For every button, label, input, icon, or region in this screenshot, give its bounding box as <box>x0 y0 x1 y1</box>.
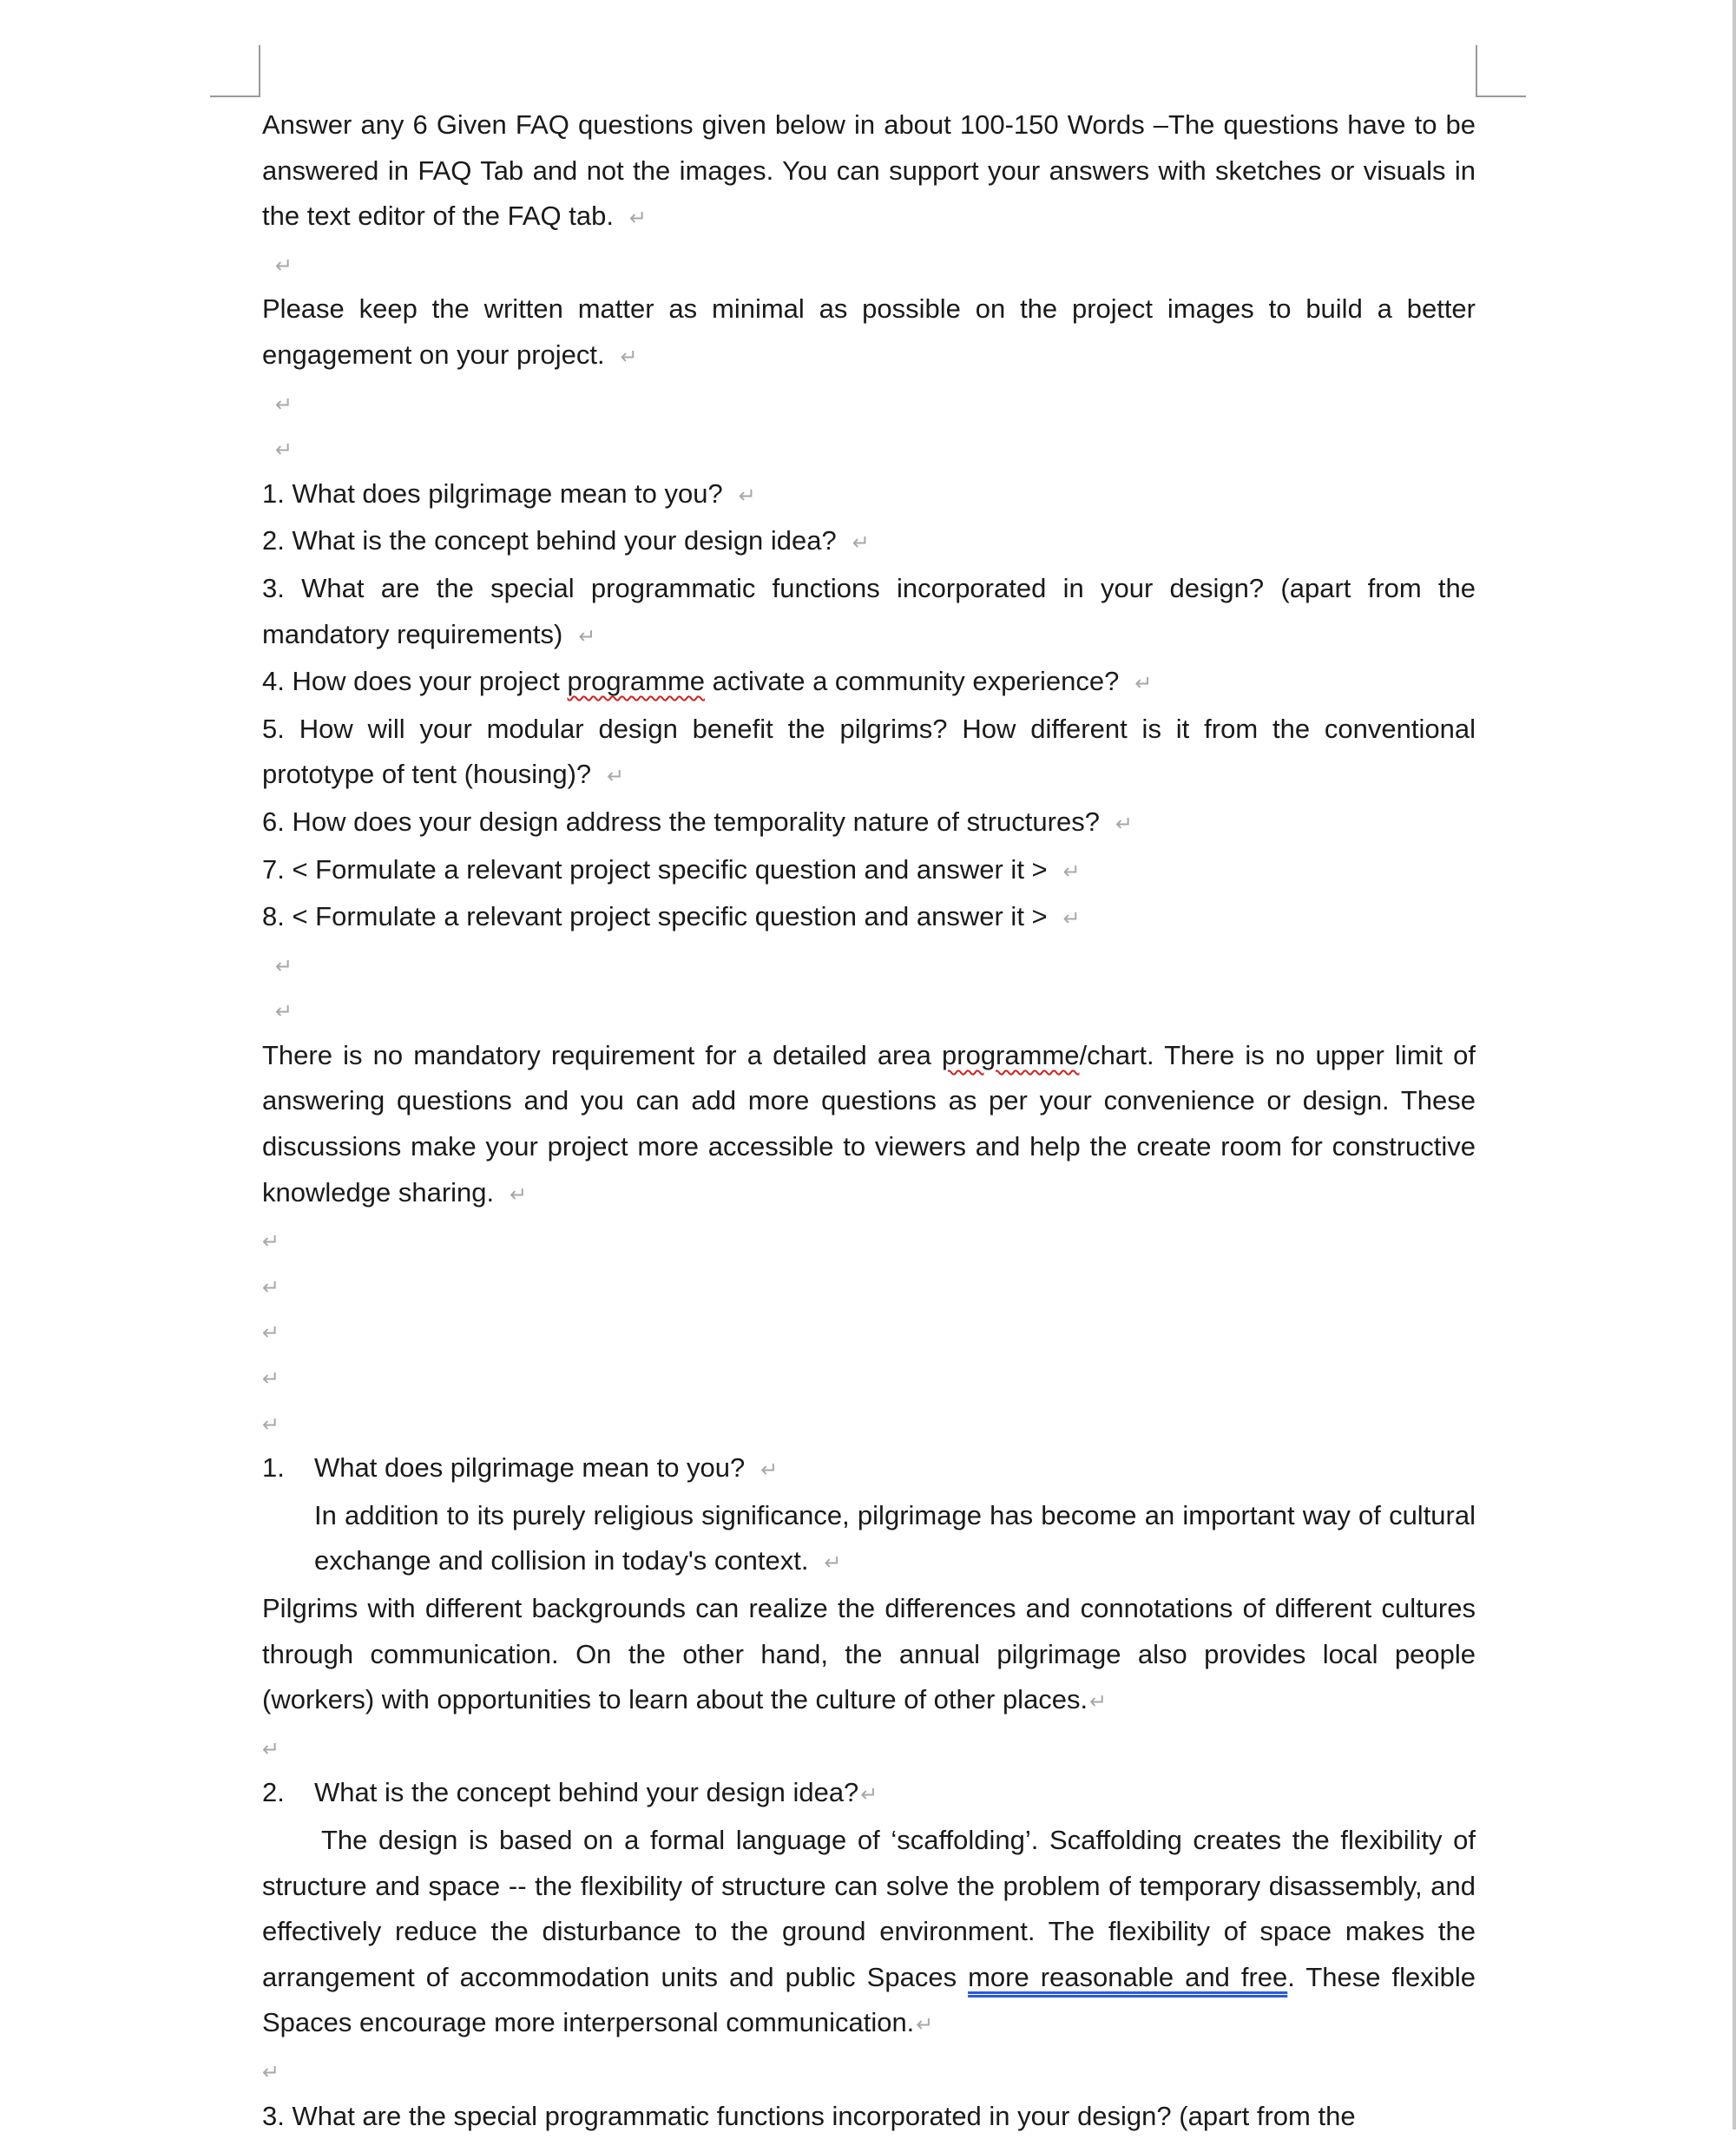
paragraph-mark: ↵ <box>578 623 596 648</box>
answer-3-heading: 3. What are the special programmatic functions incorporated in your design? (apart from the <box>262 2100 1356 2131</box>
answer-1-heading: 1. What does pilgrimage mean to you? ↵ <box>262 1445 1476 1493</box>
grammar-suggestion-underline[interactable]: more reasonable and free <box>968 1961 1288 1992</box>
document-body[interactable] <box>262 102 1476 2139</box>
question-1: 1. What does pilgrimage mean to you? ↵ <box>262 477 756 509</box>
answer-1-body: Pilgrims with different backgrounds can realize the differences and connotations of different cultures through communication. On the other hand, the annual pilgrimage also provides local people (workers) with opportunities to learn about the culture of other places.↵ <box>262 1593 1476 1715</box>
paragraph-mark: ↵ <box>262 1274 280 1300</box>
paragraph-mark: ↵ <box>275 438 293 463</box>
paragraph-mark: ↵ <box>262 1736 280 1761</box>
paragraph-mark: ↵ <box>275 999 293 1024</box>
note-paragraph: Please keep the written matter as minimal as possible on the project images to build a better engagement on your project. ↵ <box>262 293 1476 370</box>
paragraph-mark: ↵ <box>738 483 756 508</box>
paragraph-mark: ↵ <box>607 764 625 789</box>
answer-2-heading: 2. What is the concept behind your design idea?↵ <box>262 1770 1476 1818</box>
list-number: 1. <box>262 1452 285 1484</box>
paragraph-mark: ↵ <box>1134 671 1153 696</box>
paragraph-mark: ↵ <box>262 1366 280 1392</box>
paragraph-mark: ↵ <box>1089 1689 1108 1714</box>
answer-1-intro: In addition to its purely religious significance, pilgrimage has become an important way of cultural exchange and collision in today's context. ↵ <box>314 1499 1476 1576</box>
empty-paragraph <box>262 1354 1476 1400</box>
crop-mark-top-right-horizontal <box>1476 95 1526 97</box>
paragraph-mark: ↵ <box>262 2059 280 2084</box>
paragraph-mark: ↵ <box>1062 859 1081 884</box>
empty-paragraph <box>262 241 1476 287</box>
paragraph-mark: ↵ <box>1115 811 1134 836</box>
empty-paragraph <box>262 1725 1476 1771</box>
paragraph-mark: ↵ <box>275 953 293 978</box>
question-2: 2. What is the concept behind your design idea? ↵ <box>262 525 870 556</box>
spelling-error-underline[interactable]: programme <box>567 666 706 697</box>
empty-paragraph <box>262 380 1476 426</box>
empty-paragraph <box>262 1217 1476 1263</box>
paragraph-mark: ↵ <box>860 1782 878 1807</box>
question-3: 3. What are the special programmatic functions incorporated in your design? (apart from the mandatory requirements) ↵ <box>262 572 1476 649</box>
crop-mark-top-left-vertical <box>259 45 260 97</box>
spelling-error-underline[interactable]: programme <box>942 1039 1080 1070</box>
paragraph-mark: ↵ <box>852 530 870 556</box>
paragraph-mark: ↵ <box>262 1320 280 1346</box>
crop-mark-top-left-horizontal <box>210 95 260 97</box>
question-7: 7. < Formulate a relevant project specific question and answer it > ↵ <box>262 853 1081 885</box>
question-8: 8. < Formulate a relevant project specific question and answer it > ↵ <box>262 901 1081 932</box>
question-5: 5. How will your modular design benefit the pilgrims? How different is it from the conventional prototype of tent (housing)? ↵ <box>262 713 1476 790</box>
paragraph-mark: ↵ <box>275 392 293 417</box>
paragraph-mark: ↵ <box>510 1181 528 1207</box>
empty-paragraph <box>262 425 1476 471</box>
crop-mark-top-right-vertical <box>1476 45 1477 97</box>
paragraph-mark: ↵ <box>620 344 638 369</box>
paragraph-mark: ↵ <box>275 253 293 278</box>
closing-note-paragraph: There is no mandatory requirement for a detailed area programme/chart. There is no upper limit of answering questions and you can add more questions as per your convenience or design. These discussions make your project more accessible to viewers and help the create room for constructive knowledge sharing. ↵ <box>262 1039 1476 1208</box>
paragraph-mark: ↵ <box>916 2012 934 2037</box>
empty-paragraph <box>262 1308 1476 1354</box>
empty-paragraph <box>262 942 1476 988</box>
page-edge <box>1733 0 1736 2129</box>
paragraph-mark: ↵ <box>760 1458 779 1483</box>
question-6: 6. How does your design address the temporality nature of structures? ↵ <box>262 806 1134 837</box>
paragraph-mark: ↵ <box>628 206 648 231</box>
paragraph-mark: ↵ <box>824 1550 842 1576</box>
paragraph-mark: ↵ <box>1062 906 1081 931</box>
list-number: 2. <box>262 1777 285 1808</box>
instructions-paragraph: Answer any 6 Given FAQ questions given below in about 100-150 Words –The questions have to be answered in FAQ Tab and not the images. You can support your answers with sketches or visuals in the text editor of the FAQ tab. ↵ <box>262 109 1476 232</box>
paragraph-mark: ↵ <box>262 1229 280 1254</box>
empty-paragraph <box>262 1400 1476 1446</box>
question-4: 4. How does your project programme activate a community experience? ↵ <box>262 666 1153 697</box>
empty-paragraph <box>262 1263 1476 1309</box>
paragraph-mark: ↵ <box>262 1412 280 1437</box>
empty-paragraph <box>262 987 1476 1033</box>
empty-paragraph <box>262 2048 1476 2094</box>
answer-2-body: The design is based on a formal language of ‘scaffolding’. Scaffolding creates the flexibility of structure and space -- the flexibility of structure can solve the problem of temporary disassembly, and effectively reduce the disturbance to the ground environment. The flexibility of space makes the arrangement of accommodation units and public Spaces more reasonable and free. These flexible Spaces encourage more interpersonal communication.↵ <box>262 1824 1476 2038</box>
